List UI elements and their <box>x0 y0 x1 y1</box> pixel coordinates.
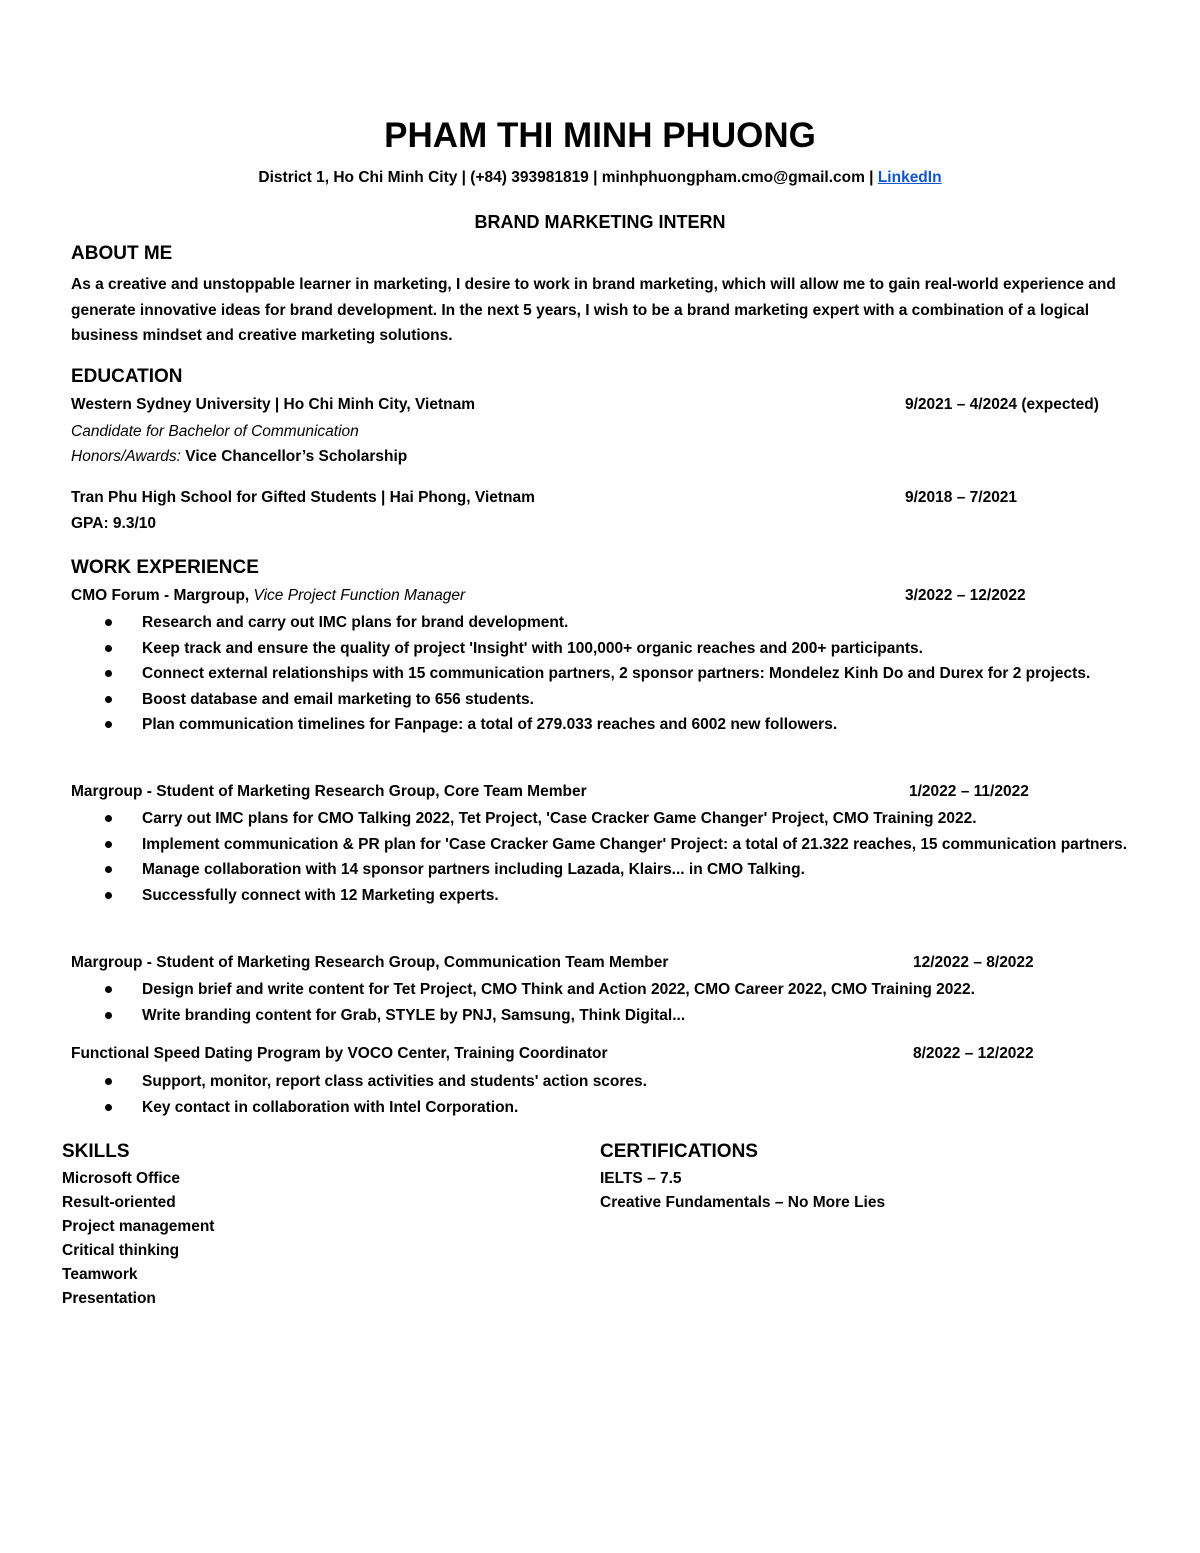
list-item: Connect external relationships with 15 communication partners, 2 sponsor partners: Mondelez Kinh Do and Durex for 2 projects. <box>0 661 1142 687</box>
bullet-icon <box>105 841 112 848</box>
skill-item: Teamwork <box>62 1266 138 1283</box>
certifications-section <box>600 1139 885 1215</box>
list-item: Research and carry out IMC plans for brand development. <box>0 610 1142 636</box>
job-bullets <box>0 610 1200 738</box>
bullet-icon <box>105 670 112 677</box>
job-header: Functional Speed Dating Program by VOCO Center, Training Coordinator <box>71 1045 608 1062</box>
job-header: Margroup - Student of Marketing Research Group, Communication Team Member <box>71 954 669 971</box>
school-name: Western Sydney University | Ho Chi Minh City, Vietnam <box>71 396 475 413</box>
bullet-icon <box>105 986 112 993</box>
bullet-icon <box>105 696 112 703</box>
list-item: Successfully connect with 12 Marketing experts. <box>0 883 1142 909</box>
bullet-icon <box>105 645 112 652</box>
job-header: Margroup - Student of Marketing Research Group, Core Team Member <box>71 783 587 800</box>
bullet-icon <box>105 619 112 626</box>
skill-item: Critical thinking <box>62 1242 180 1259</box>
certification-item: Creative Fundamentals – No More Lies <box>600 1194 886 1211</box>
list-item: Keep track and ensure the quality of project 'Insight' with 100,000+ organic reaches and 200+ participants. <box>0 636 1142 662</box>
degree: Candidate for Bachelor of Communication <box>71 423 359 440</box>
bullet-icon <box>105 1078 112 1085</box>
education-heading: EDUCATION <box>71 366 183 387</box>
certifications-heading: CERTIFICATIONS <box>600 1141 758 1162</box>
list-item: Write branding content for Grab, STYLE by PNJ, Samsung, Think Digital... <box>0 1003 1142 1029</box>
job-dates: 3/2022 – 12/2022 <box>905 587 1026 604</box>
list-item: Plan communication timelines for Fanpage: a total of 279.033 reaches and 6002 new followers. <box>0 712 1142 738</box>
skill-item: Project management <box>62 1218 215 1235</box>
about-heading: ABOUT ME <box>71 243 173 264</box>
list-item: Support, monitor, report class activities and students' action scores. <box>0 1069 1142 1095</box>
list-item: Boost database and email marketing to 656 students. <box>0 687 1142 713</box>
linkedin-link[interactable]: LinkedIn <box>877 169 942 186</box>
skills-section <box>62 1139 214 1311</box>
honors-line <box>71 448 407 466</box>
skills-heading: SKILLS <box>62 1141 130 1162</box>
job-dates: 1/2022 – 11/2022 <box>909 783 1029 800</box>
job-org: CMO Forum - Margroup, <box>71 587 254 604</box>
list-item: Carry out IMC plans for CMO Talking 2022, Tet Project, 'Case Cracker Game Changer' Project, CMO Training 2022. <box>0 806 1142 832</box>
work-heading: WORK EXPERIENCE <box>71 557 259 578</box>
school-name: Tran Phu High School for Gifted Students | Hai Phong, Vietnam <box>71 489 535 506</box>
skill-item: Microsoft Office <box>62 1170 180 1187</box>
skill-item: Presentation <box>62 1290 156 1307</box>
bullet-icon <box>105 866 112 873</box>
bullet-icon <box>105 892 112 899</box>
job-dates: 12/2022 – 8/2022 <box>913 954 1034 971</box>
target-role: BRAND MARKETING INTERN <box>474 212 726 232</box>
job-bullets <box>0 1069 1200 1120</box>
list-item: Implement communication & PR plan for 'Case Cracker Game Changer' Project: a total of 21.322 reaches, 15 communication partners. <box>0 832 1142 858</box>
list-item: Manage collaboration with 14 sponsor partners including Lazada, Klairs... in CMO Talking. <box>0 857 1142 883</box>
job-dates: 8/2022 – 12/2022 <box>913 1045 1034 1062</box>
contact-line <box>0 169 1200 187</box>
honors-value: Vice Chancellor’s Scholarship <box>180 448 408 465</box>
about-text: As a creative and unstoppable learner in marketing, I desire to work in brand marketing, which will allow me to gain real-world experience and generate innovative ideas for brand development. In the next 5 years, I wish to be a brand marketing expert with a combination of a logical business mindset and creative marketing solutions. <box>71 276 1116 344</box>
job-bullets <box>0 806 1200 908</box>
school-dates: 9/2021 – 4/2024 (expected) <box>905 396 1099 413</box>
list-item: Key contact in collaboration with Intel Corporation. <box>0 1095 1142 1121</box>
bullet-icon <box>105 721 112 728</box>
bullet-icon <box>105 1012 112 1019</box>
job-bullets <box>0 977 1200 1028</box>
certification-item: IELTS – 7.5 <box>600 1170 682 1187</box>
gpa: GPA: 9.3/10 <box>71 515 157 532</box>
school-dates: 9/2018 – 7/2021 <box>905 489 1018 506</box>
candidate-name: PHAM THI MINH PHUONG <box>384 116 816 155</box>
bullet-icon <box>105 1104 112 1111</box>
list-item: Design brief and write content for Tet Project, CMO Think and Action 2022, CMO Career 2022, CMO Training 2022. <box>0 977 1142 1003</box>
job-header <box>71 587 465 605</box>
job-title: Vice Project Function Manager <box>253 587 466 604</box>
contact-text: District 1, Ho Chi Minh City | (+84) 393981819 | minhphuongpham.cmo@gmail.com | <box>258 169 878 186</box>
skill-item: Result-oriented <box>62 1194 176 1211</box>
bullet-icon <box>105 815 112 822</box>
honors-label: Honors/Awards: <box>71 448 181 465</box>
